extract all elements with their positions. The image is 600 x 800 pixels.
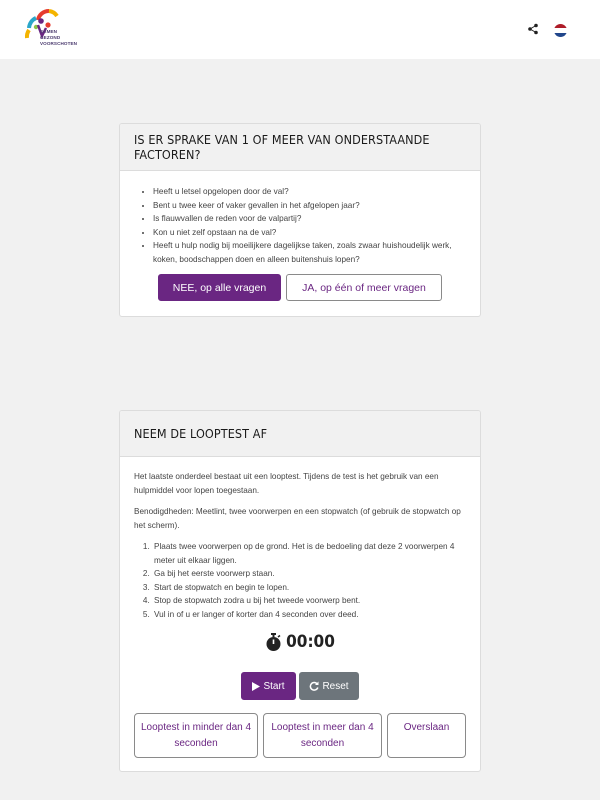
stopwatch-controls [241, 672, 359, 700]
walktest-card-header [120, 411, 480, 457]
start-button-label: Start [263, 680, 285, 692]
walktest-materials: Benodigdheden: Meetlint, twee voorwerpen en een stopwatch (of gebruik de stopwatch op het scherm). [134, 507, 461, 530]
yes-to-one-or-more-button[interactable]: JA, op één of meer vragen [286, 274, 442, 301]
samen-gezond-logo[interactable] [24, 8, 78, 54]
walktest-title: NEEM DE LOOPTEST AF [134, 426, 268, 441]
stopwatch-icon [265, 633, 282, 652]
walktest-card [119, 410, 481, 772]
stopwatch-display [120, 632, 480, 652]
reset-icon [309, 681, 319, 691]
list-item: 3. Start de stopwatch en begin te lopen. [152, 581, 456, 595]
walktest-intro: Het laatste onderdeel bestaat uit een looptest. Tijdens de test is het gebruik van een hulpmiddel voor lopen toegestaan. [134, 472, 439, 495]
less-than-4-seconds-button[interactable]: Looptest in minder dan 4 seconden [134, 713, 258, 758]
list-item: • Heeft u hulp nodig bij moeilijkere dagelijkse taken, zoals zwaar huishoudelijk werk, koken, boodschappen doen en alleen buitenshuis lopen? [153, 239, 466, 266]
top-bar [0, 0, 600, 59]
factors-title: IS ER SPRAKE VAN 1 OF MEER VAN ONDERSTAANDE FACTOREN? [134, 132, 430, 162]
no-to-all-button[interactable]: NEE, op alle vragen [158, 274, 281, 301]
factors-question-list [153, 185, 480, 266]
factors-card [119, 123, 481, 317]
list-item: 4. Stop de stopwatch zodra u bij het tweede voorwerp bent. [152, 594, 456, 608]
walktest-result-buttons [134, 713, 466, 758]
list-item: • Is flauwvallen de reden voor de valpartij? [153, 212, 466, 226]
list-item: • Kon u niet zelf opstaan na de val? [153, 226, 466, 240]
more-than-4-seconds-button[interactable]: Looptest in meer dan 4 seconden [263, 713, 382, 758]
list-item: 5. Vul in of u er langer of korter dan 4 seconden over deed. [152, 608, 456, 622]
logo-text: SAMEN GEZOND VOORSCHOTEN [40, 29, 78, 46]
skip-button[interactable]: Overslaan [387, 713, 466, 758]
list-item: • Bent u twee keer of vaker gevallen in het afgelopen jaar? [153, 199, 466, 213]
dutch-flag-icon[interactable] [554, 24, 567, 37]
reset-button-label: Reset [322, 680, 349, 692]
walktest-body [120, 457, 480, 621]
list-item: • Heeft u letsel opgelopen door de val? [153, 185, 466, 199]
factors-answer-buttons [158, 274, 442, 301]
share-icon[interactable] [526, 22, 540, 36]
list-item: 2. Ga bij het eerste voorwerp staan. [152, 567, 456, 581]
stopwatch-time: 00:00 [286, 632, 335, 652]
factors-card-header [120, 124, 480, 171]
walktest-steps [152, 540, 466, 621]
play-icon [252, 682, 260, 691]
list-item: 1. Plaats twee voorwerpen op de grond. Het is de bedoeling dat deze 2 voorwerpen 4 meter uit elkaar liggen. [152, 540, 456, 567]
start-button[interactable] [241, 672, 296, 700]
reset-button[interactable] [299, 672, 359, 700]
